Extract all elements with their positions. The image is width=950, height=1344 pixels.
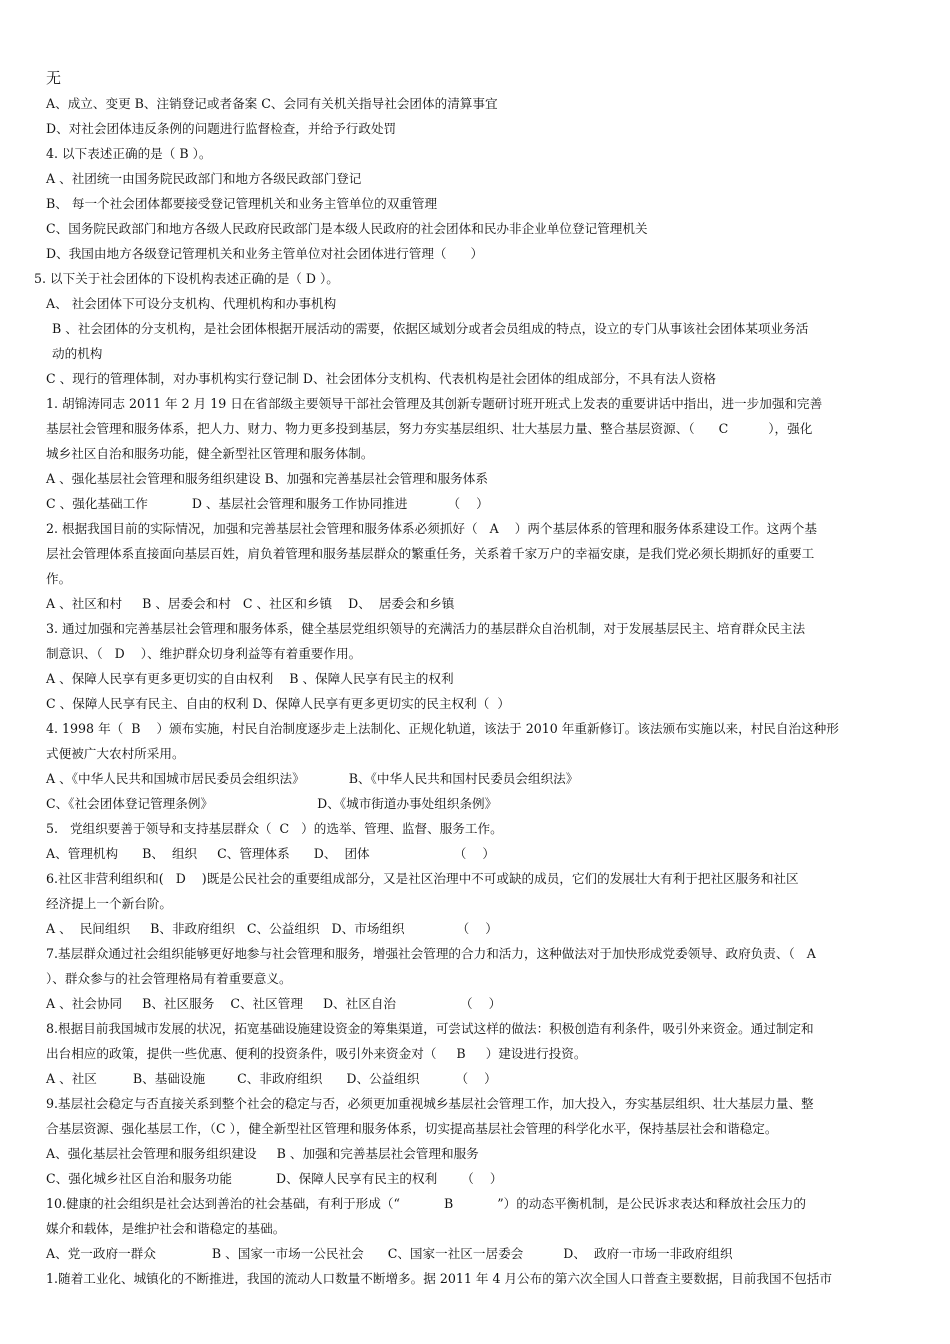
text-line: D、我国由地方各级登记管理机关和业务主管单位对社会团体进行管理（ ） [46, 246, 484, 261]
text-line: 动的机构 [52, 346, 103, 361]
text-line: 7.基层群众通过社会组织能够更好地参与社会管理和服务，增强社会管理的合力和活力，这种做法对于加快形成党委领导、政府负责、（ A [46, 946, 816, 961]
text-line: 作。 [46, 571, 72, 586]
text-line: C、国务院民政部门和地方各级人民政府民政部门是本级人民政府的社会团体和民办非企业单位登记管理机关 [46, 221, 648, 236]
text-line: ）、群众参与的社会管理格局有着重要意义。 [46, 971, 292, 986]
text-line: 层社会管理体系直接面向基层百姓，肩负着管理和服务基层群众的繁重任务，关系着千家万户的幸福安康，是我们党必须长期抓好的重要工 [46, 546, 815, 561]
text-line: 3. 通过加强和完善基层社会管理和服务体系，健全基层党组织领导的充满活力的基层群众自治机制，对于发展基层民主、培育群众民主法 [46, 621, 806, 636]
text-line: C 、保障人民享有民主、自由的权利 D、保障人民享有更多更切实的民主权利（ ） [46, 696, 510, 711]
text-line: C 、现行的管理体制，对办事机构实行登记制 D、社会团体分支机构、代表机构是社会团体的组成部分，不具有法人资格 [46, 371, 717, 386]
text-line: 式便被广大农村所采用。 [46, 746, 185, 761]
text-line: D、对社会团体违反条例的问题进行监督检查，并给予行政处罚 [46, 121, 397, 136]
text-line: 4. 1998 年（ B ）颁布实施，村民自治制度逐步走上法制化、正规化轨道，该法于 2010 年重新修订。该法颁布实施以来，村民自治这种形 [46, 721, 839, 736]
text-line: A 、社区和村 B 、居委会和村 C 、社区和乡镇 D、 居委会和乡镇 [46, 596, 455, 611]
text-line: A、强化基层社会管理和服务组织建设 B 、加强和完善基层社会管理和服务 [46, 1146, 479, 1161]
text-line: 8.根据目前我国城市发展的状况，拓宽基础设施建设资金的筹集渠道，可尝试这样的做法：积极创造有利条件，吸引外来资金。通过制定和 [46, 1021, 814, 1036]
text-line: 10.健康的社会组织是社会达到善治的社会基础，有利于形成（“ B ”）的动态平衡机制，是公民诉求表达和释放社会压力的 [46, 1196, 806, 1211]
text-line: A、党一政府一群众 B 、国家一市场一公民社会 C、国家一社区一居委会 D、 政府一市场一非政府组织 [46, 1246, 733, 1261]
text-line: A 、强化基层社会管理和服务组织建设 B、加强和完善基层社会管理和服务体系 [46, 471, 488, 486]
text-line: A、管理机构 B、 组织 C、管理体系 D、 团体 （ ） [46, 846, 495, 861]
text-line: A 、保障人民享有更多更切实的自由权利 B 、保障人民享有民主的权利 [46, 671, 454, 686]
text-line: C 、强化基础工作 D 、基层社会管理和服务工作协同推进 （ ） [46, 496, 489, 511]
text-line: 5. 党组织要善于领导和支持基层群众（ C ）的选举、管理、监督、服务工作。 [46, 821, 503, 836]
text-line: A、 社会团体下可设分支机构、代理机构和办事机构 [46, 296, 337, 311]
text-line: 9.基层社会稳定与否直接关系到整个社会的稳定与否，必须更加重视城乡基层社会管理工作，加大投入，夯实基层组织、壮大基层力量、整 [46, 1096, 814, 1111]
text-line: 5. 以下关于社会团体的下设机构表述正确的是（ D ）。 [34, 271, 339, 286]
text-line: 无 [46, 69, 62, 87]
text-line: B、 每一个社会团体都要接受登记管理机关和业务主管单位的双重管理 [46, 196, 438, 211]
text-line: B 、社会团体的分支机构，是社会团体根据开展活动的需要，依据区域划分或者会员组成的特点，设立的专门从事该社会团体某项业务活 [52, 321, 809, 336]
text-line: 1. 胡锦涛同志 2011 年 2 月 19 日在省部级主要领导干部社会管理及其创新专题研讨班开班式上发表的重要讲话中指出，进一步加强和完善 [46, 396, 823, 411]
text-line: A 、社会协同 B、社区服务 C、社区管理 D、社区自治 （ ） [46, 996, 502, 1011]
text-line: 经济提上一个新台阶。 [46, 896, 172, 911]
text-line: C、强化城乡社区自治和服务功能 D、保障人民享有民主的权利 （ ） [46, 1171, 503, 1186]
text-line: C、《社会团体登记管理条例》 D、《城市街道办事处组织条例》 [46, 796, 498, 811]
text-line: 制意识、（ D ）、维护群众切身利益等有着重要作用。 [46, 646, 362, 661]
text-line: 2. 根据我国目前的实际情况，加强和完善基层社会管理和服务体系必须抓好（ A ）两个基层体系的管理和服务体系建设工作。这两个基 [46, 521, 817, 536]
text-line: 城乡社区自治和服务功能，健全新型社区管理和服务体制。 [46, 446, 374, 461]
text-line: 6.社区非营利组织和( D )既是公民社会的重要组成部分，又是社区治理中不可或缺的成员，它们的发展壮大有利于把社区服务和社区 [46, 871, 799, 886]
text-line: 出台相应的政策，提供一些优惠、便利的投资条件，吸引外来资金对（ B ）建设进行投资。 [46, 1046, 587, 1061]
text-line: A、成立、变更 B、注销登记或者备案 C、会同有关机关指导社会团体的清算事宜 [46, 96, 498, 111]
text-line: A 、社区 B、基础设施 C、非政府组织 D、公益组织 （ ） [46, 1071, 497, 1086]
text-line: A 、《中华人民共和国城市居民委员会组织法》 B、《中华人民共和国村民委员会组织法》 [46, 771, 579, 786]
text-line: A 、 民间组织 B、非政府组织 C、公益组织 D、市场组织 （ ） [46, 921, 498, 936]
text-line: 4. 以下表述正确的是（ B ）。 [46, 146, 212, 161]
text-line: 合基层资源、强化基层工作，（C ），健全新型社区管理和服务体系，切实提高基层社会管理的科学化水平，保持基层社会和谐稳定。 [46, 1121, 778, 1136]
text-line: 1.随着工业化、城镇化的不断推进，我国的流动人口数量不断增多。据 2011 年 4 月公布的第六次全国人口普查主要数据，目前我国不包括市 [46, 1271, 832, 1286]
text-line: 媒介和载体，是维护社会和谐稳定的基础。 [46, 1221, 286, 1236]
text-line: A 、社团统一由国务院民政部门和地方各级民政部门登记 [46, 171, 362, 186]
text-line: 基层社会管理和服务体系，把人力、财力、物力更多投到基层，努力夯实基层组织、壮大基层力量、整合基层资源、（ C ），强化 [46, 421, 813, 436]
